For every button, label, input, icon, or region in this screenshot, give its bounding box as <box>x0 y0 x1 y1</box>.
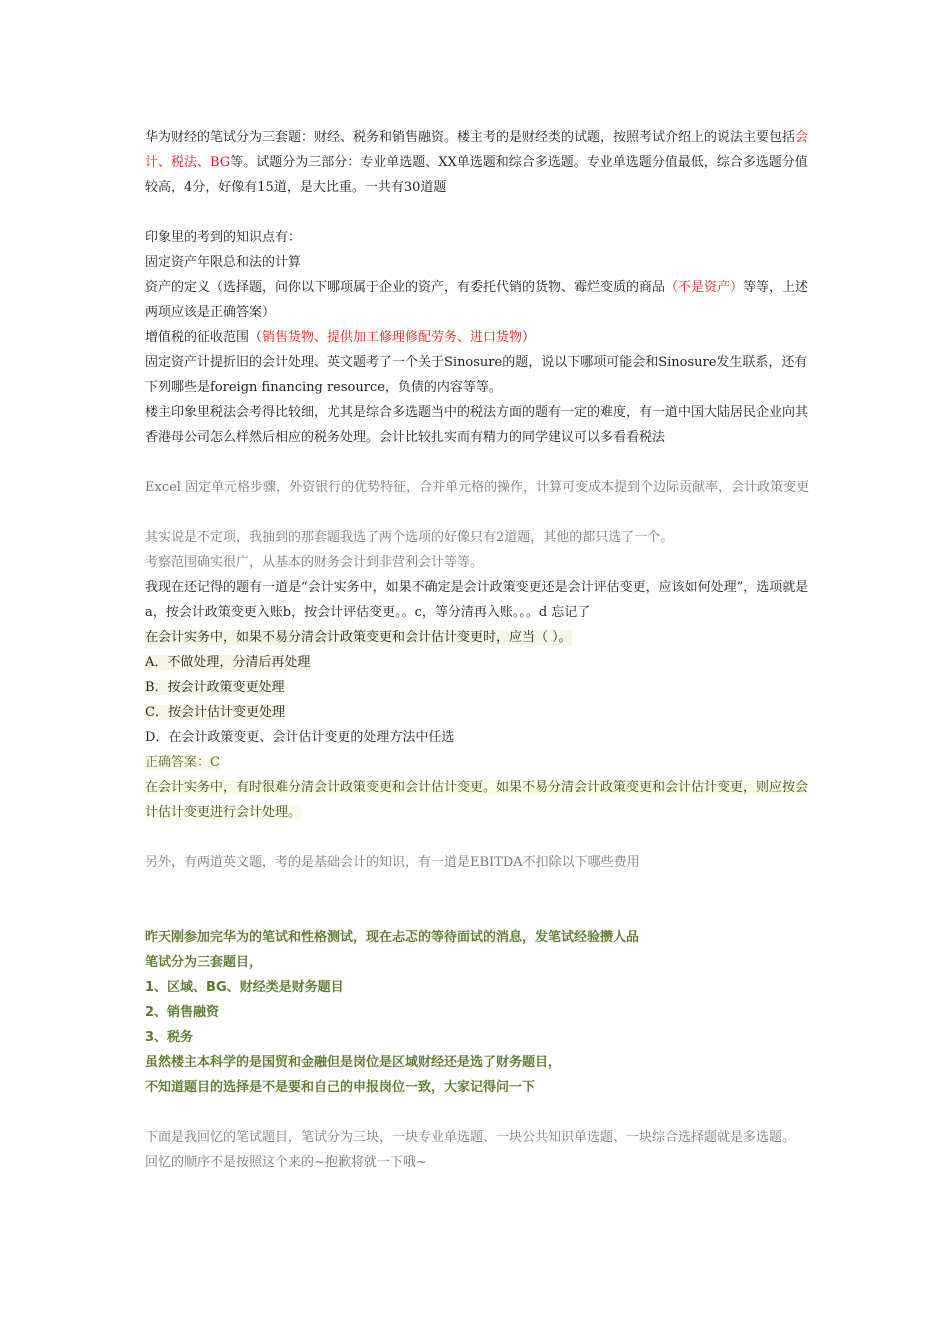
quiz-answer: 正确答案：C <box>145 755 220 770</box>
green-line-5: 3、税务 <box>145 1030 194 1045</box>
intro-paragraph: 华为财经的笔试分为三套题：财经、税务和销售融资。楼主考的是财经类的试题，按照考试介绍上的说法主要包括会计、税法、BG等。试题分为三部分：专业单选题、XX单选题和综合多选题。专业单选题分值最低，综合多选题分值较高，4分，好像有15道，是大比重。一共有30道题 <box>145 130 809 195</box>
highlighted-subjects: 会计、税法、BG <box>145 130 809 170</box>
green-line-3: 1、区域、BG、财经类是财务题目 <box>145 980 344 995</box>
green-line-2: 笔试分为三套题目， <box>145 955 263 970</box>
quiz-question: 在会计实务中，如果不易分清会计政策变更和会计估计变更时，应当（ ）。 <box>145 630 572 645</box>
final-line-1: 下面是我回忆的笔试题目，笔试分为三块，一块专业单选题、一块公共知识单选题、一块综合选择题就是多选题。 <box>145 1130 796 1145</box>
green-line-1: 昨天刚参加完华为的笔试和性格测试，现在忐忑的等待面试的消息，发笔试经验攒人品 <box>145 930 640 945</box>
green-line-4: 2、销售融资 <box>145 1005 220 1020</box>
section3-line-1: 其实说是不定项，我抽到的那套题我选了两个选项的好像只有2道题，其他的都只选了一个。 <box>145 530 674 545</box>
knowledge-heading: 印象里的考到的知识点有： <box>145 230 302 245</box>
knowledge-line-2: 资产的定义（选择题，问你以下哪项属于企业的资产，有委托代销的货物、霉烂变质的商品（不是资产）等等，上述两项应该是正确答案） <box>145 280 809 320</box>
final-line-2: 回忆的顺序不是按照这个来的~抱歉将就一下哦~ <box>145 1155 427 1170</box>
not-asset-note: （不是资产） <box>665 280 744 295</box>
document-body <box>145 125 810 1175</box>
knowledge-line-1: 固定资产年限总和法的计算 <box>145 255 302 270</box>
excel-paragraph: Excel 固定单元格步骤，外资银行的优势特征，合并单元格的操作，计算可变成本提到个边际贡献率，会计政策变更 <box>145 480 810 495</box>
quiz-explanation: 在会计实务中，有时很难分清会计政策变更和会计估计变更。如果不易分清会计政策变更和会计估计变更，则应按会计估计变更进行会计处理。 <box>145 780 809 820</box>
knowledge-line-4: 固定资产计提折旧的会计处理、英文题考了一个关于Sinosure的题，说以下哪项可能会和Sinosure发生联系，还有下列哪些是foreign financing resource，负债的内容等等。 <box>145 355 808 395</box>
green-line-6: 虽然楼主本科学的是国贸和金融但是岗位是区域财经还是选了财务题目， <box>145 1055 562 1070</box>
quiz-option-d: D．在会计政策变更、会计估计变更的处理方法中任选 <box>145 730 455 745</box>
section3-line-3: 我现在还记得的题有一道是“会计实务中，如果不确定是会计政策变更还是会计评估变更，应该如何处理”，选项就是a，按会计政策变更入账b，按会计评估变更。。c，等分清再入账。。。d 忘记了 <box>145 580 809 620</box>
knowledge-line-3: 增值税的征收范围（销售货物、提供加工修理修配劳务、进口货物） <box>145 330 536 345</box>
quiz-option-a: A．不做处理，分清后再处理 <box>145 655 311 670</box>
vat-scope-note: 销售货物、提供加工修理修配劳务、进口货物 <box>262 330 523 345</box>
quiz-option-b: B．按会计政策变更处理 <box>145 680 285 695</box>
knowledge-line-5: 楼主印象里税法会考得比较细，尤其是综合多选题当中的税法方面的题有一定的难度，有一道中国大陆居民企业向其香港母公司怎么样然后相应的税务处理。会计比较扎实而有精力的同学建议可以多看看税法 <box>145 405 809 445</box>
green-line-7: 不知道题目的选择是不是要和自己的申报岗位一致，大家记得问一下 <box>145 1080 536 1095</box>
section3-line-2: 考察范围确实很广，从基本的财务会计到非营利会计等等。 <box>145 555 484 570</box>
quiz-option-c: C．按会计估计变更处理 <box>145 705 285 720</box>
ebitda-paragraph: 另外，有两道英文题，考的是基础会计的知识，有一道是EBITDA不扣除以下哪些费用 <box>145 855 640 870</box>
